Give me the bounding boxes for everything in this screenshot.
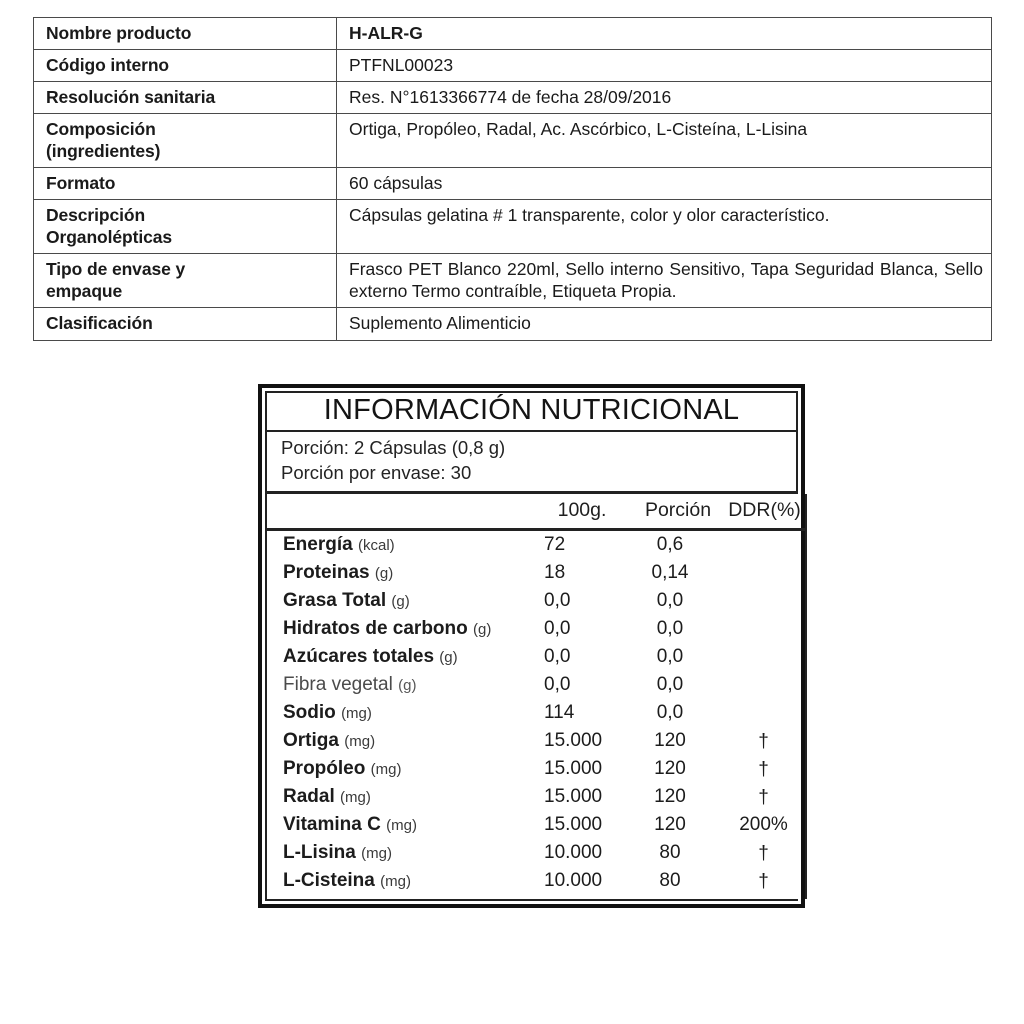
spec-value-clasificacion: Suplemento Alimenticio	[337, 308, 992, 340]
nutrient-portion-sodio: 0,0	[656, 702, 684, 724]
nutrition-facts-panel	[258, 384, 805, 908]
nutrient-name-fibra-vegetal	[266, 671, 534, 699]
table-row	[34, 200, 992, 254]
nutrient-unit: (mg)	[361, 845, 392, 863]
spec-label-descripcion-line1: Descripción	[46, 205, 146, 226]
nutrient-portion-hidratos-de-carbono: 0,0	[656, 618, 684, 640]
nutrient-ddr-azucares-totales	[726, 643, 806, 671]
nutrition-title: INFORMACIÓN NUTRICIONAL	[323, 394, 740, 426]
nutrient-label: Proteinas	[283, 562, 370, 584]
nutrient-portion-proteinas: 0,14	[651, 562, 689, 584]
table-row	[266, 755, 806, 783]
table-row	[266, 643, 806, 671]
nutrient-label: Sodio	[283, 702, 336, 724]
spec-value-formato: 60 cápsulas	[337, 168, 992, 200]
nutrient-name-l-cisteina	[266, 867, 534, 899]
spec-label-composicion-line1: Composición	[46, 119, 156, 140]
nutrient-label: Ortiga	[283, 730, 339, 752]
table-row	[34, 82, 992, 114]
spec-value-codigo-interno: PTFNL00023	[337, 50, 992, 82]
spec-label-codigo-interno: Código interno	[34, 50, 337, 82]
nutrient-portion-radal: 120	[654, 786, 686, 808]
nutrient-per100g-l-cisteina: 10.000	[544, 870, 603, 892]
spec-label-descripcion-organolepticas	[34, 200, 337, 254]
nutrient-portion-ortiga: 120	[654, 730, 686, 752]
nutrient-ddr-l-cisteina: †	[726, 867, 806, 899]
table-row	[266, 615, 806, 643]
nutrient-unit: (kcal)	[357, 537, 395, 555]
table-row	[266, 559, 806, 587]
nutrient-label: Azúcares totales	[283, 646, 435, 668]
nutrient-label: Fibra vegetal	[283, 674, 393, 696]
nutrition-serving-info	[265, 432, 798, 494]
table-row	[266, 867, 806, 899]
nutrition-header-row	[266, 494, 806, 530]
nutrient-per100g-sodio: 114	[544, 702, 575, 724]
nutrient-per100g-grasa-total: 0,0	[544, 590, 571, 612]
nutrient-ddr-grasa-total	[726, 587, 806, 615]
nutrient-label: Energía	[283, 534, 353, 556]
nutrient-label: L-Lisina	[283, 842, 356, 864]
nutrient-name-energia	[266, 530, 534, 560]
nutrient-unit: (mg)	[341, 705, 372, 723]
nutrient-name-ortiga	[266, 727, 534, 755]
spec-value-tipo-envase: Frasco PET Blanco 220ml, Sello interno Sensitivo, Tapa Seguridad Blanca, Sello externo Termo contraíble, Etiqueta Propia.	[337, 254, 992, 308]
nutrient-label: Grasa Total	[283, 590, 387, 612]
table-row	[266, 839, 806, 867]
nutrient-ddr-vitamina-c: 200%	[726, 811, 806, 839]
nutrition-table	[265, 494, 807, 899]
spec-value-nombre-producto: H-ALR-G	[337, 18, 992, 50]
nutrient-unit: (g)	[473, 621, 492, 639]
nutrient-name-azucares-totales	[266, 643, 534, 671]
nutrient-name-hidratos-de-carbono	[266, 615, 534, 643]
nutrient-portion-vitamina-c: 120	[654, 814, 686, 836]
nutrient-per100g-radal: 15.000	[544, 786, 603, 808]
nutrient-name-l-lisina	[266, 839, 534, 867]
spec-value-resolucion-sanitaria: Res. N°1613366774 de fecha 28/09/2016	[337, 82, 992, 114]
nutrient-unit: (mg)	[344, 733, 376, 751]
nutrient-per100g-proteinas: 18	[544, 562, 566, 584]
nutrient-unit: (mg)	[386, 817, 417, 835]
nutrient-unit: (g)	[439, 649, 458, 667]
nutrient-per100g-propoleo: 15.000	[544, 758, 603, 780]
nutrient-ddr-l-lisina: †	[726, 839, 806, 867]
nutrition-col-header-name	[266, 494, 534, 530]
nutrient-portion-azucares-totales: 0,0	[656, 646, 684, 668]
spec-label-tipo-envase	[34, 254, 337, 308]
nutrient-per100g-hidratos-de-carbono: 0,0	[544, 618, 571, 640]
table-row	[266, 727, 806, 755]
nutrient-ddr-energia	[726, 530, 806, 560]
servings-per-container-text: Porción por envase: 30	[281, 461, 472, 483]
table-row	[34, 168, 992, 200]
spec-table-body	[34, 18, 992, 341]
nutrient-per100g-azucares-totales: 0,0	[544, 646, 571, 668]
nutrient-portion-propoleo: 120	[654, 758, 686, 780]
nutrient-portion-energia: 0,6	[656, 534, 684, 556]
table-row	[34, 50, 992, 82]
table-row	[34, 114, 992, 168]
nutrient-name-radal	[266, 783, 534, 811]
nutrient-ddr-fibra-vegetal	[726, 671, 806, 699]
nutrient-unit: (g)	[398, 677, 417, 695]
nutrient-portion-l-cisteina: 80	[659, 870, 681, 892]
nutrient-ddr-sodio	[726, 699, 806, 727]
nutrient-per100g-l-lisina: 10.000	[544, 842, 603, 864]
table-row	[266, 587, 806, 615]
nutrient-per100g-ortiga: 15.000	[544, 730, 603, 752]
nutrient-portion-grasa-total: 0,0	[656, 590, 684, 612]
nutrient-ddr-propoleo: †	[726, 755, 806, 783]
spec-label-tipo-envase-line2: empaque	[46, 281, 123, 302]
nutrient-per100g-fibra-vegetal: 0,0	[544, 674, 571, 696]
table-row	[266, 811, 806, 839]
spec-label-composicion-line2: (ingredientes)	[46, 141, 161, 162]
spec-label-clasificacion: Clasificación	[34, 308, 337, 340]
spec-value-composicion: Ortiga, Propóleo, Radal, Ac. Ascórbico, L-Cisteína, L-Lisina	[337, 114, 992, 168]
nutrition-table-wrap	[265, 494, 801, 901]
nutrient-label: Radal	[283, 786, 335, 808]
nutrient-ddr-radal: †	[726, 783, 806, 811]
table-row	[266, 671, 806, 699]
nutrition-title-row	[265, 391, 798, 432]
nutrition-panel-inner	[265, 391, 801, 901]
serving-size-text: Porción: 2 Cápsulas (0,8 g)	[281, 437, 506, 458]
nutrition-col-header-porcion: Porción	[630, 494, 726, 530]
nutrient-unit: (mg)	[380, 873, 411, 891]
nutrient-ddr-ortiga: †	[726, 727, 806, 755]
nutrient-per100g-vitamina-c: 15.000	[544, 814, 603, 836]
table-row	[34, 18, 992, 50]
nutrient-portion-fibra-vegetal: 0,0	[656, 674, 684, 696]
nutrient-unit: (g)	[374, 565, 394, 583]
table-row	[266, 699, 806, 727]
table-row	[266, 783, 806, 811]
nutrient-unit: (mg)	[340, 789, 371, 807]
spec-label-tipo-envase-line1: Tipo de envase y	[46, 259, 186, 280]
nutrient-name-sodio	[266, 699, 534, 727]
nutrient-name-grasa-total	[266, 587, 534, 615]
nutrient-unit: (g)	[391, 593, 410, 611]
nutrient-ddr-proteinas	[726, 559, 806, 587]
nutrition-col-header-ddr: DDR(%)	[726, 494, 806, 530]
nutrient-label: Vitamina C	[283, 814, 381, 836]
nutrient-name-proteinas	[266, 559, 534, 587]
table-row	[34, 254, 992, 308]
spec-label-formato: Formato	[34, 168, 337, 200]
spec-label-descripcion-line2: Organolépticas	[46, 227, 172, 248]
nutrition-table-body	[266, 530, 806, 900]
nutrient-label: Propóleo	[283, 758, 366, 780]
nutrition-table-head	[266, 494, 806, 530]
nutrient-unit: (mg)	[370, 761, 402, 779]
product-spec-table	[33, 17, 992, 341]
nutrient-label: L-Cisteina	[283, 870, 375, 892]
nutrient-per100g-energia: 72	[544, 534, 566, 556]
spec-value-descripcion-organolepticas: Cápsulas gelatina # 1 transparente, color y olor característico.	[337, 200, 992, 254]
nutrient-label: Hidratos de carbono	[283, 618, 468, 640]
nutrient-ddr-hidratos-de-carbono	[726, 615, 806, 643]
table-row	[266, 530, 806, 560]
nutrition-col-header-100g: 100g.	[534, 494, 630, 530]
spec-label-nombre-producto: Nombre producto	[34, 18, 337, 50]
nutrient-name-vitamina-c	[266, 811, 534, 839]
spec-label-resolucion-sanitaria: Resolución sanitaria	[34, 82, 337, 114]
spec-label-composicion	[34, 114, 337, 168]
nutrient-name-propoleo	[266, 755, 534, 783]
table-row	[34, 308, 992, 340]
nutrient-portion-l-lisina: 80	[659, 842, 681, 864]
